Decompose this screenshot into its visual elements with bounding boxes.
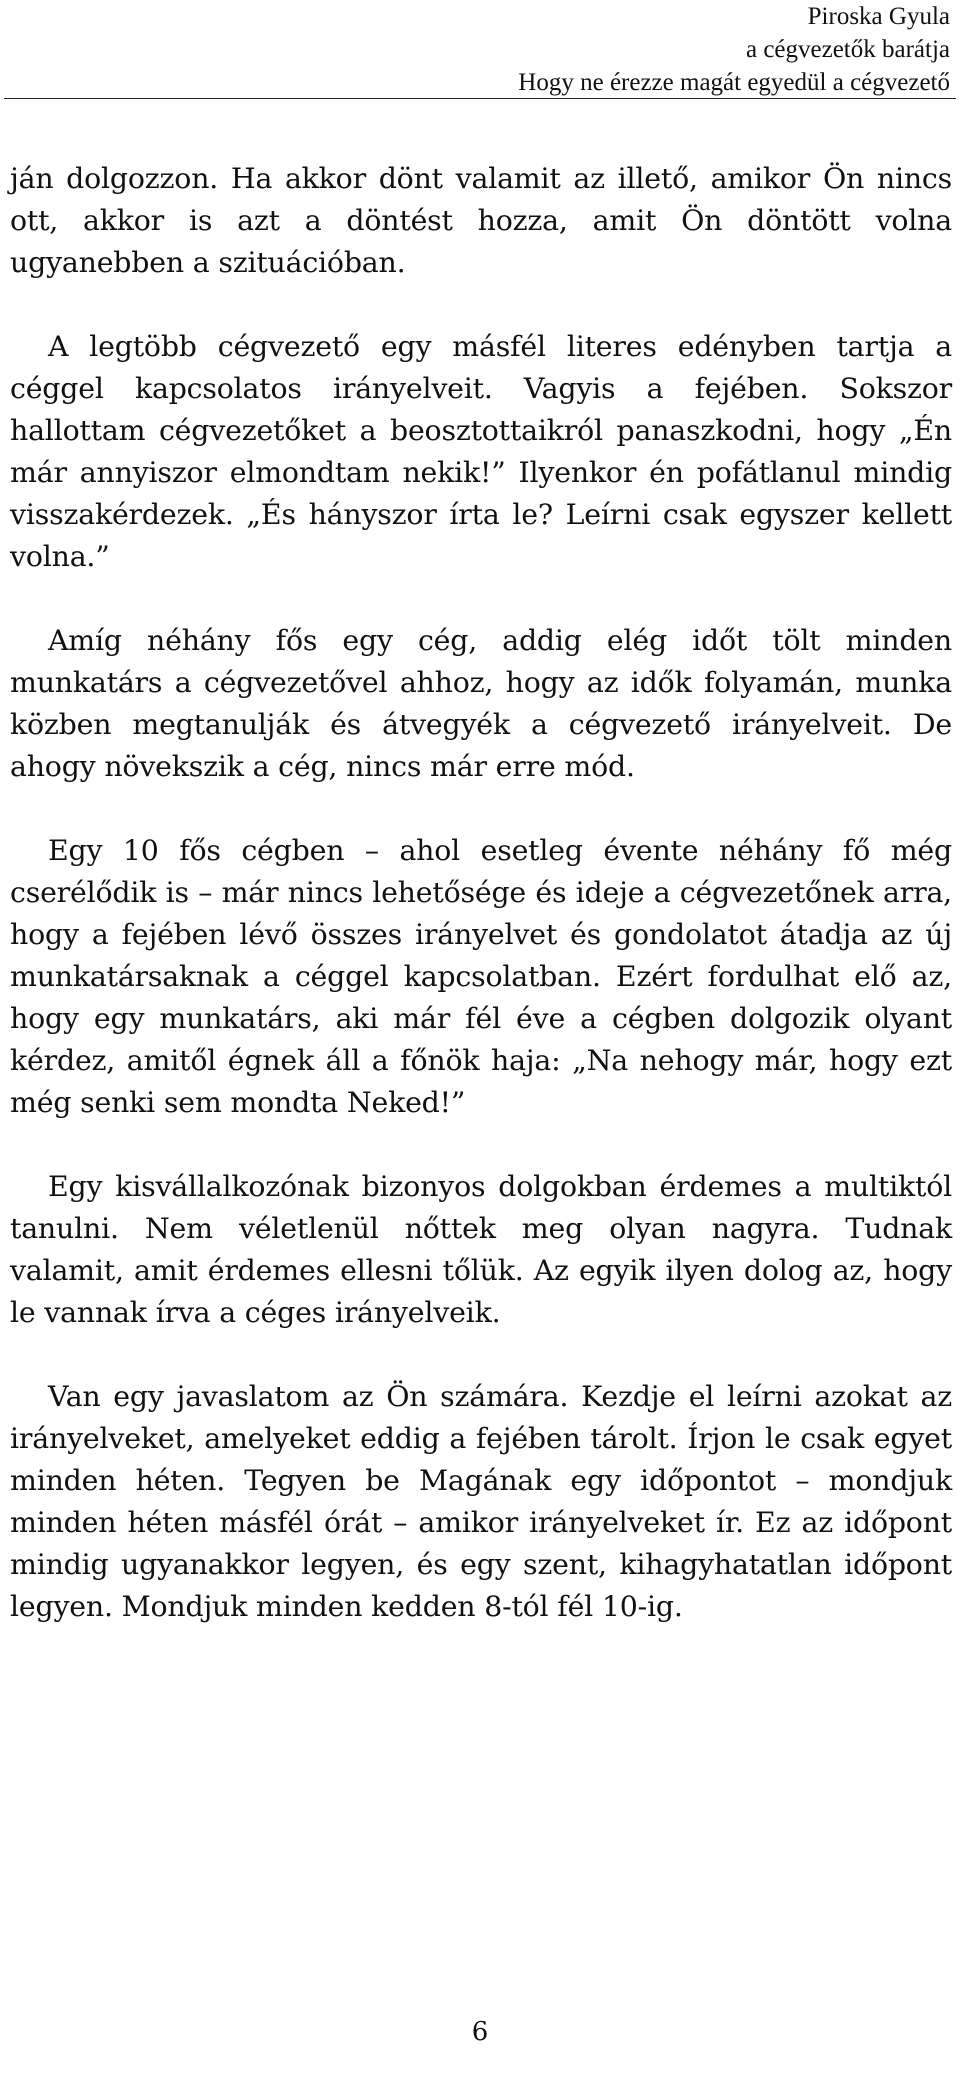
paragraph-1: ján dolgozzon. Ha akkor dönt valamit az illető, amikor Ön nincs ott, akkor is azt a döntést hozza, amit Ön döntött volna ugyanebben a szituációban. <box>10 162 952 279</box>
body-text <box>10 158 952 1670</box>
paragraph-6: Van egy javaslatom az Ön számára. Kezdje el leírni azokat az irányelveket, amelyeket eddig a fejében tárolt. Írjon le csak egyet minden héten. Tegyen be Magának egy időpontot – mondjuk minden héten másfél órát – amikor irányelveket ír. Ez az időpont mindig ugyanakkor legyen, és egy szent, kihagyhatatlan időpont legyen. Mondjuk minden kedden 8-tól fél 10-ig. <box>10 1380 952 1623</box>
header-chapter-title: Hogy ne érezze magát egyedül a cégvezető <box>518 69 950 96</box>
paragraph-2: A legtöbb cégvezető egy másfél literes edényben tartja a céggel kapcsolatos irányelveit. Vagyis a fejében. Sokszor hallottam cégvezetőket a beosztottaikról panaszkodni, hogy „Én már annyiszor elmondtam nekik!” Ilyenkor én pofátlanul mindig visszakérdezek. „És hányszor írta le? Leírni csak egyszer kellett volna.” <box>10 330 952 573</box>
page-number: 6 <box>471 2017 489 2047</box>
running-header <box>10 0 950 99</box>
header-book-title: a cégvezetők barátja <box>745 36 950 63</box>
paragraph-3: Amíg néhány fős egy cég, addig elég időt tölt minden munkatárs a cégvezetővel ahhoz, hogy az idők folyamán, munka közben megtanulják és átvegyék a cégvezető irányelveit. De ahogy növekszik a cég, nincs már erre mód. <box>10 624 952 783</box>
header-divider <box>4 98 956 99</box>
paragraph-5: Egy kisvállalkozónak bizonyos dolgokban érdemes a multiktól tanulni. Nem véletlenül nőttek meg olyan nagyra. Tudnak valamit, amit érdemes ellesni tőlük. Az egyik ilyen dolog az, hogy le vannak írva a céges irányelveik. <box>10 1170 952 1329</box>
paragraph-4: Egy 10 fős cégben – ahol esetleg évente néhány fő még cserélődik is – már nincs lehetősége és ideje a cégvezetőnek arra, hogy a fejében lévő összes irányelvet és gondolatot átadja az új munkatársaknak a céggel kapcsolatban. Ezért fordulhat elő az, hogy egy munkatárs, aki már fél éve a cégben dolgozik olyant kérdez, amitől égnek áll a főnök haja: „Na nehogy már, hogy ezt még senki sem mondta Neked!” <box>10 834 952 1119</box>
header-author: Piroska Gyula <box>807 3 950 30</box>
